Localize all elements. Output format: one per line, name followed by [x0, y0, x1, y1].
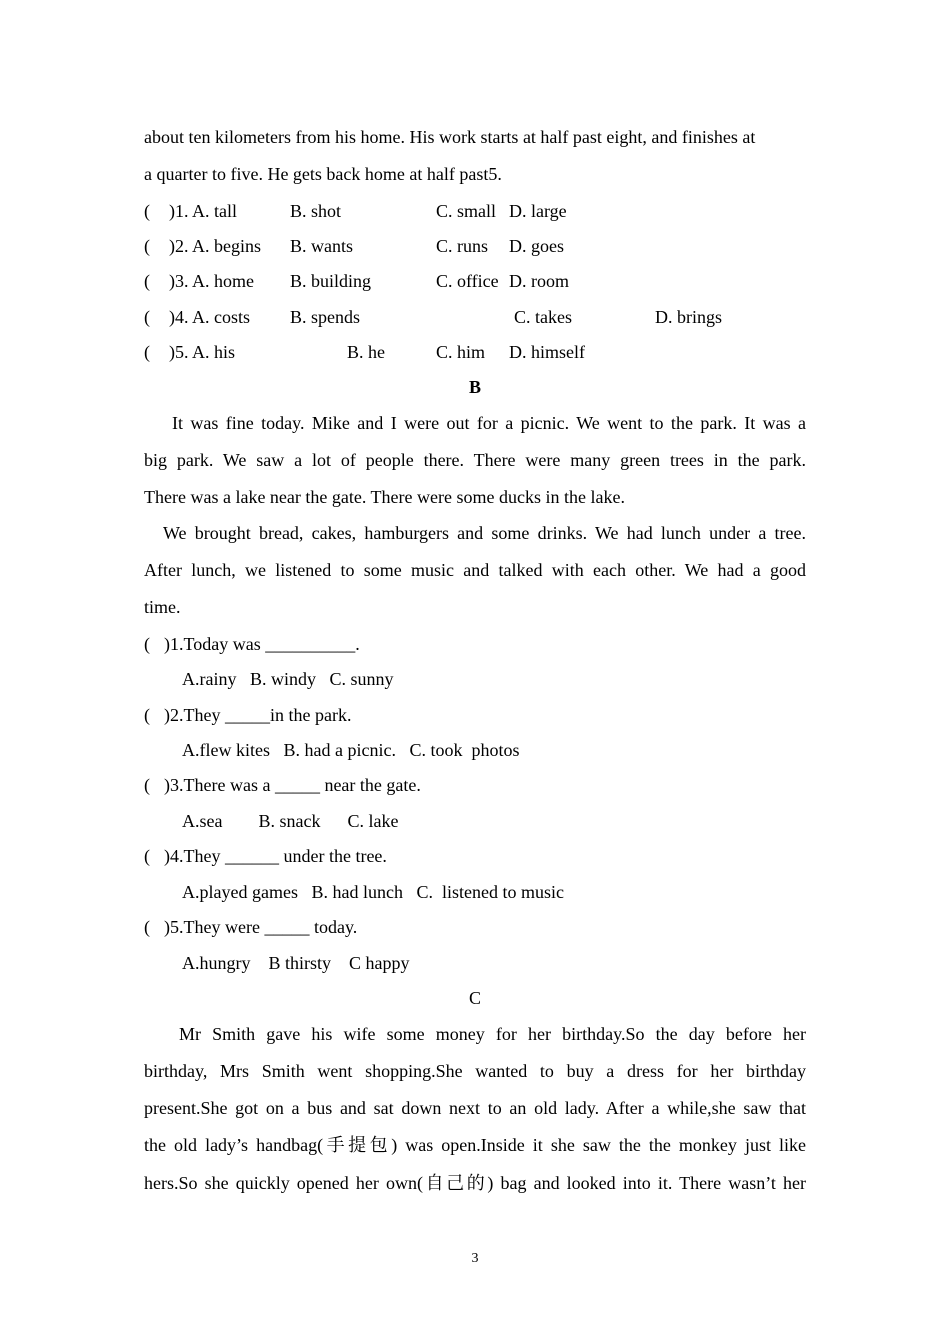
answer-paren: ( — [144, 846, 150, 866]
passage-b-line: We brought bread, cakes, hamburgers and some drinks. We had lunch under a tree. — [163, 523, 806, 543]
question-option-b: B. wants — [290, 236, 353, 256]
question-option-d: D. room — [509, 271, 569, 291]
passage-c-line: present.She got on a bus and sat down next to an old lady. After a while,she saw that — [144, 1098, 806, 1118]
passage-b-line: big park. We saw a lot of people there. There were many green trees in the park. — [144, 450, 806, 470]
question-option-c: C. office — [436, 271, 499, 291]
passage-a-line: a quarter to five. He gets back home at half past5. — [144, 164, 502, 184]
question-option-d: D. brings — [655, 307, 722, 327]
page-number: 3 — [471, 1251, 479, 1266]
passage-b-line: There was a lake near the gate. There were some ducks in the lake. — [144, 487, 625, 507]
passage-c-line: birthday, Mrs Smith went shopping.She wanted to buy a dress for her birthday — [144, 1061, 806, 1081]
question-option-b: B. building — [290, 271, 372, 291]
answer-paren: ( — [144, 307, 150, 327]
answer-paren: ( — [144, 271, 150, 291]
question-option-a: )4. A. costs — [169, 307, 250, 327]
question-stem: )4.They ______ under the tree. — [164, 846, 387, 866]
answer-paren: ( — [144, 917, 150, 937]
question-option-c: C. takes — [514, 307, 572, 327]
answer-paren: ( — [144, 201, 150, 221]
question-option-b: B. spends — [290, 307, 361, 327]
question-option-a: )1. A. tall — [169, 201, 237, 221]
question-option-a: )3. A. home — [169, 271, 254, 291]
section-c-heading: C — [468, 988, 481, 1008]
question-stem: )5.They were _____ today. — [164, 917, 358, 937]
question-stem: )3.There was a _____ near the gate. — [164, 775, 421, 795]
question-options: A.rainy B. windy C. sunny — [182, 669, 394, 689]
question-options: A.sea B. snack C. lake — [182, 811, 399, 831]
passage-c-line: hers.So she quickly opened her own(自己的) bag and looked into it. There wasn’t her — [144, 1173, 806, 1193]
answer-paren: ( — [144, 236, 150, 256]
question-stem: )2.They _____in the park. — [164, 705, 352, 725]
question-option-b: B. he — [347, 342, 385, 362]
answer-paren: ( — [144, 634, 150, 654]
answer-paren: ( — [144, 705, 150, 725]
answer-paren: ( — [144, 342, 150, 362]
passage-a-line: about ten kilometers from his home. His work starts at half past eight, and finishes at — [144, 127, 756, 147]
passage-c-line: Mr Smith gave his wife some money for her birthday.So the day before her — [179, 1024, 806, 1044]
question-option-b: B. shot — [290, 201, 342, 221]
question-option-c: C. him — [436, 342, 486, 362]
question-option-c: C. runs — [436, 236, 489, 256]
question-option-c: C. small — [436, 201, 497, 221]
question-options: A.flew kites B. had a picnic. C. took photos — [182, 740, 520, 760]
question-option-a: )5. A. his — [169, 342, 236, 362]
question-option-a: )2. A. begins — [169, 236, 261, 256]
answer-paren: ( — [144, 775, 150, 795]
question-stem: )1.Today was __________. — [164, 634, 360, 654]
passage-c-line: the old lady’s handbag(手提包) was open.Inside it she saw the the monkey just like — [144, 1135, 806, 1155]
question-option-d: D. goes — [509, 236, 564, 256]
question-option-d: D. himself — [509, 342, 585, 362]
question-options: A.hungry B thirsty C happy — [182, 953, 410, 973]
section-b-heading: B — [468, 377, 481, 397]
passage-b-line: After lunch, we listened to some music and talked with each other. We had a good — [144, 560, 806, 580]
question-option-d: D. large — [509, 201, 567, 221]
passage-b-line: It was fine today. Mike and I were out for a picnic. We went to the park. It was a — [172, 413, 806, 433]
question-options: A.played games B. had lunch C. listened to music — [182, 882, 564, 902]
passage-b-line: time. — [144, 597, 181, 617]
